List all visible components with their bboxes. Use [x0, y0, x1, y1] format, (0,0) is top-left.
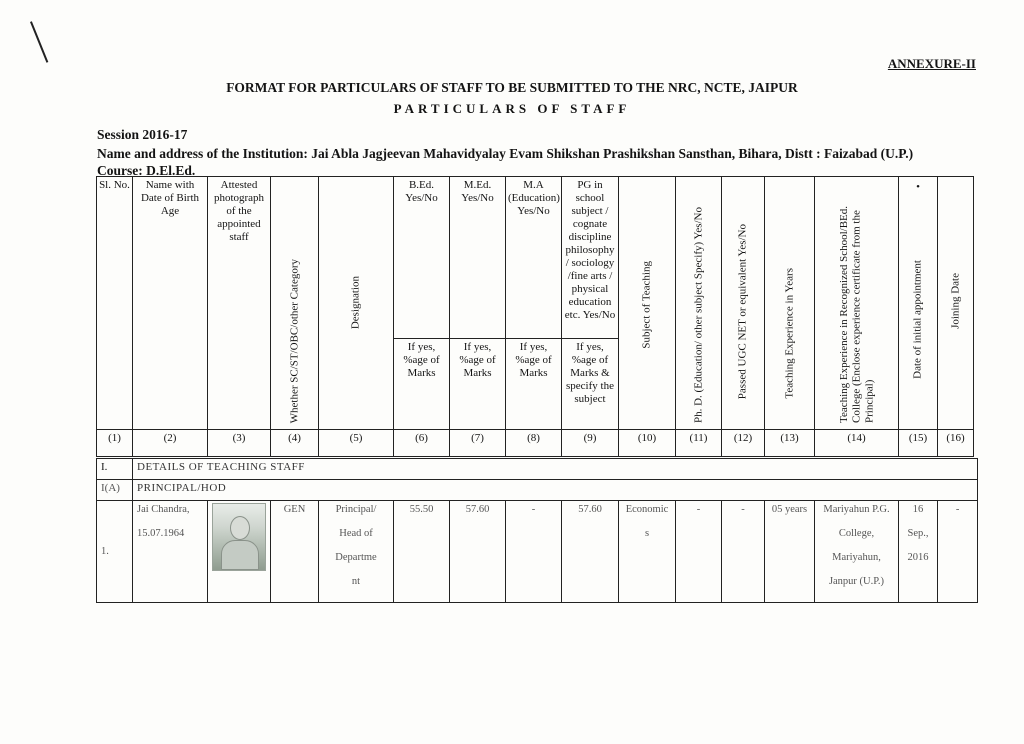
- institution-line: Name and address of the Institution: Jai Abla Jagjeevan Mahavidyalay Evam Shikshan Prashikshan Sansthan, Bihara, Distt : Faizabad (U.P.): [97, 146, 914, 161]
- header-experience: [765, 177, 815, 430]
- document-subtitle: PARTICULARS OF STAFF: [393, 101, 631, 116]
- section-number: I.: [97, 459, 133, 480]
- annexure-label: ANNEXURE-II: [887, 56, 976, 71]
- column-number: (4): [271, 430, 319, 457]
- column-number: (2): [133, 430, 208, 457]
- header-joining: [938, 177, 974, 430]
- header-appointment: [899, 177, 938, 430]
- staff-bed-marks: 55.50: [394, 501, 450, 603]
- header-sl-no: Sl. No.: [97, 177, 133, 430]
- header-net: [722, 177, 765, 430]
- header-experience-institution: [815, 177, 899, 430]
- designation-line: Departme: [335, 552, 377, 564]
- header-net-text: Passed UGC NET or equivalent Yes/No: [736, 223, 749, 399]
- column-number: (15): [899, 430, 938, 457]
- header-designation-text: Designation: [349, 275, 362, 329]
- staff-phd: -: [676, 501, 722, 603]
- column-number: (11): [676, 430, 722, 457]
- subsection-title: PRINCIPAL/HOD: [133, 480, 978, 501]
- course-line: Course: D.El.Ed.: [97, 163, 196, 178]
- staff-experience: 05 years: [765, 501, 815, 603]
- section-row: [97, 459, 978, 480]
- header-ma-top: M.A (Education) Yes/No: [506, 177, 562, 339]
- designation-line: Head of: [339, 528, 373, 540]
- institution-line: Mariyahun P.G.: [823, 504, 890, 515]
- staff-photo-cell: [208, 501, 271, 603]
- subject-line: Economic: [625, 504, 669, 515]
- teaching-staff-table: [96, 458, 978, 603]
- staff-name: Jai Chandra,: [137, 504, 190, 515]
- header-ma-bottom: If yes, %age of Marks: [506, 338, 562, 429]
- appointment-line: 16: [912, 504, 924, 515]
- subsection-row: [97, 480, 978, 501]
- column-number: (8): [506, 430, 562, 457]
- header-experience-text: Teaching Experience in Years: [783, 268, 796, 399]
- staff-subject-cell: [619, 501, 676, 603]
- staff-photo-icon: [212, 503, 266, 571]
- staff-appointment-cell: [899, 501, 938, 603]
- document-title: FORMAT FOR PARTICULARS OF STAFF TO BE SUBMITTED TO THE NRC, NCTE, JAIPUR: [226, 80, 798, 95]
- staff-category: GEN: [271, 501, 319, 603]
- header-experience-institution-text: Teaching Experience in Recognized School/BEd. College (Enclose experience certificate from the Principal): [837, 205, 875, 423]
- designation-line: nt: [351, 576, 361, 588]
- column-number: (12): [722, 430, 765, 457]
- column-number: (7): [450, 430, 506, 457]
- column-number: (13): [765, 430, 815, 457]
- staff-joining: -: [938, 501, 978, 603]
- header-designation: [319, 177, 394, 430]
- header-appointment-text: Date of initial appointment: [911, 260, 924, 379]
- header-pg-bottom: If yes, %age of Marks & specify the subject: [562, 338, 619, 429]
- institution-line: Mariyahun,: [832, 552, 881, 564]
- section-title: DETAILS OF TEACHING STAFF: [133, 459, 978, 480]
- institution-line: Janpur (U.P.): [828, 576, 885, 588]
- appointment-line: Sep.,: [907, 528, 929, 540]
- column-number: (6): [394, 430, 450, 457]
- header-name-dob: Name with Date of Birth Age: [133, 177, 208, 430]
- appointment-line: 2016: [907, 552, 929, 564]
- scan-mark: [30, 21, 48, 63]
- header-pg-top: PG in school subject / cognate discipline philosophy / sociology /fine arts / physical education etc. Yes/No: [562, 177, 619, 339]
- column-number: (10): [619, 430, 676, 457]
- column-number: (9): [562, 430, 619, 457]
- staff-med-marks: 57.60: [450, 501, 506, 603]
- subsection-number: I(A): [97, 480, 133, 501]
- header-category: [271, 177, 319, 430]
- header-phd-text: Ph. D. (Education/ other subject Specify) Yes/No: [692, 207, 705, 423]
- staff-sl-no: 1.: [97, 501, 133, 603]
- table-row: [97, 501, 978, 603]
- header-med-top: M.Ed. Yes/No: [450, 177, 506, 339]
- staff-experience-institution-cell: [815, 501, 899, 603]
- header-subject-text: Subject of Teaching: [640, 261, 653, 349]
- header-phd: [676, 177, 722, 430]
- column-number: (5): [319, 430, 394, 457]
- staff-designation-cell: [319, 501, 394, 603]
- session-line: Session 2016-17: [97, 127, 188, 142]
- column-number: (1): [97, 430, 133, 457]
- column-number: (14): [815, 430, 899, 457]
- header-photograph: Attested photograph of the appointed staff: [208, 177, 271, 430]
- header-category-text: Whether SC/ST/OBC/other Category: [288, 258, 301, 423]
- staff-ma-marks: -: [506, 501, 562, 603]
- staff-name-cell: [133, 501, 208, 603]
- staff-pg-marks: 57.60: [562, 501, 619, 603]
- header-subject: [619, 177, 676, 430]
- column-number: (16): [938, 430, 974, 457]
- designation-line: Principal/: [335, 504, 377, 515]
- staff-dob: 15.07.1964: [137, 528, 185, 540]
- header-appointment-mark: •: [916, 181, 920, 193]
- column-number-row: [97, 430, 974, 457]
- institution-line: College,: [838, 528, 875, 540]
- header-bed-top: B.Ed. Yes/No: [394, 177, 450, 339]
- header-bed-bottom: If yes, %age of Marks: [394, 338, 450, 429]
- header-med-bottom: If yes, %age of Marks: [450, 338, 506, 429]
- staff-header-table: [96, 176, 974, 457]
- column-number: (3): [208, 430, 271, 457]
- header-joining-text: Joining Date: [949, 273, 962, 329]
- staff-net: -: [722, 501, 765, 603]
- subject-line: s: [644, 528, 650, 540]
